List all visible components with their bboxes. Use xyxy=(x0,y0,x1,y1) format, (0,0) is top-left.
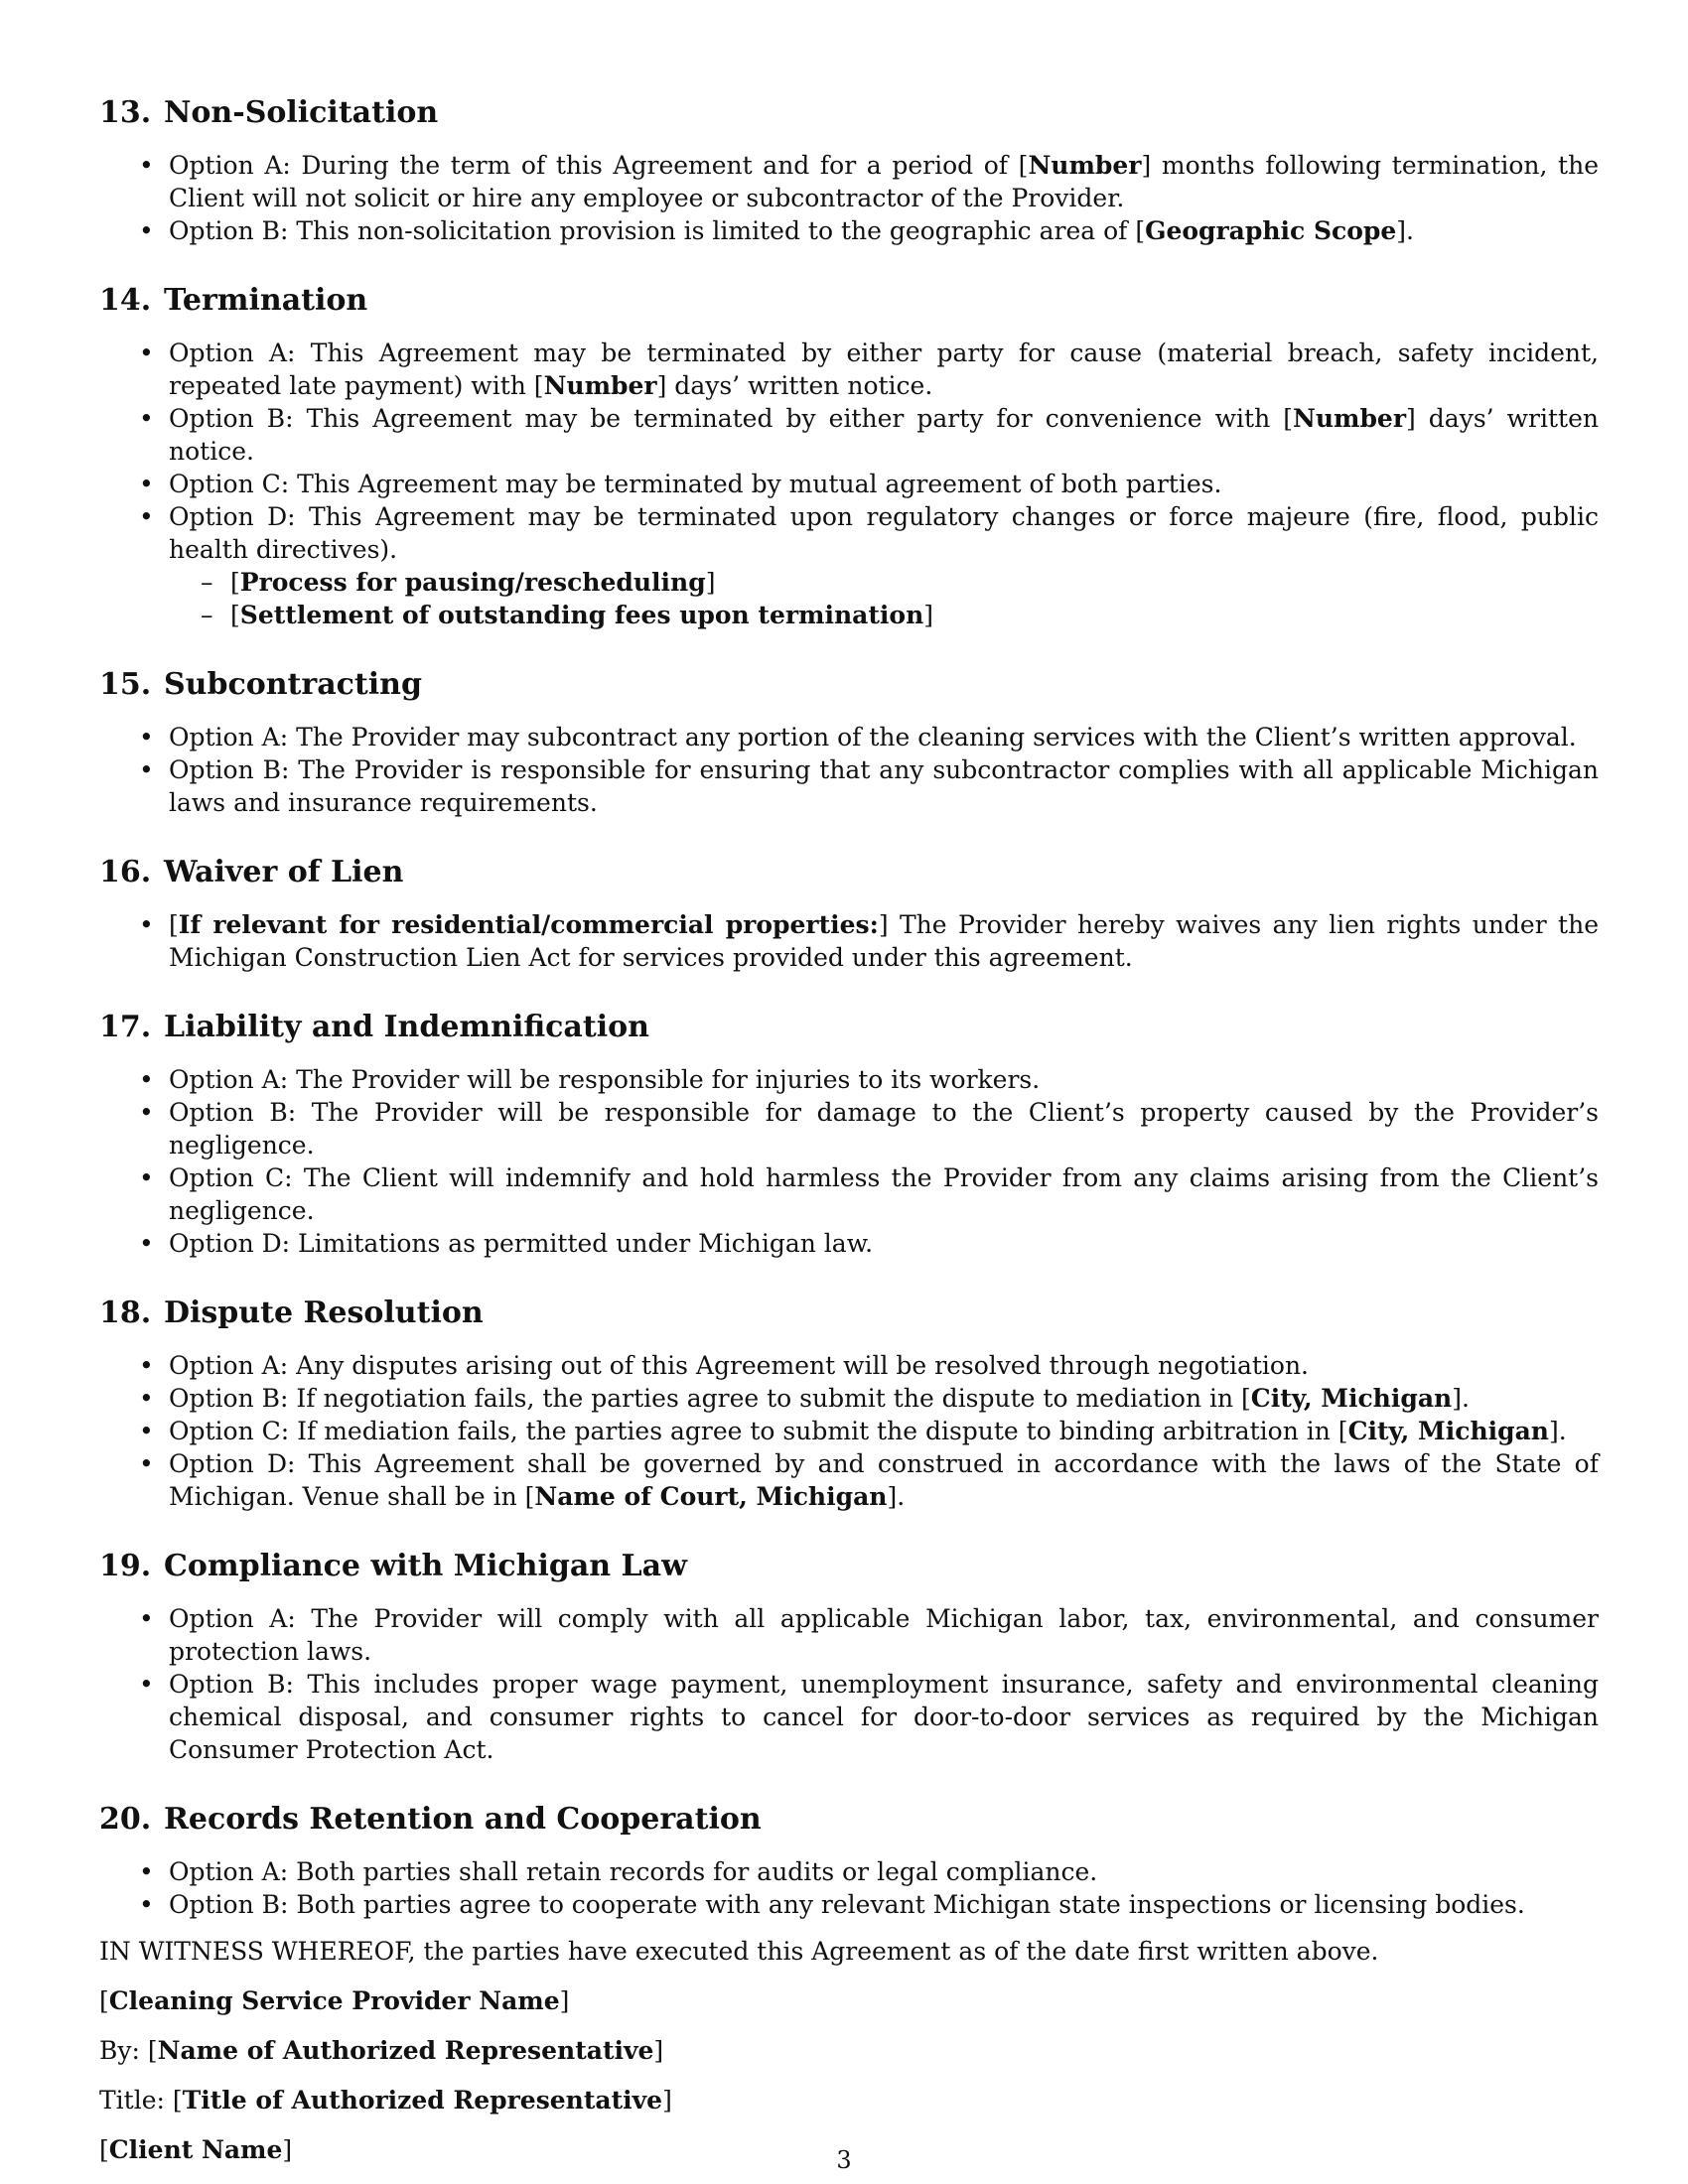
list-item xyxy=(169,500,1599,631)
placeholder-text: Name of Court, Michigan xyxy=(534,1482,888,1511)
option-list xyxy=(99,1855,1599,1921)
representative-title-placeholder: Title of Authorized Representative xyxy=(182,2086,663,2115)
item-text: ]. xyxy=(887,1482,906,1511)
item-text: ] days’ written notice. xyxy=(169,404,1599,466)
section-heading xyxy=(99,855,1599,890)
list-item xyxy=(169,1227,1599,1260)
provider-name-placeholder: Cleaning Service Provider Name xyxy=(108,1986,560,2015)
item-text: Option A: This Agreement may be terminated by either party for cause (material breach, safety incident, repeated late payment) with [ xyxy=(169,339,1599,400)
section-heading xyxy=(99,283,1599,319)
item-text: ] days’ written notice. xyxy=(656,371,933,400)
section-liability-indemnification xyxy=(99,1010,1599,1260)
section-records-retention xyxy=(99,1802,1599,1921)
item-text: Option B: If negotiation fails, the parties agree to submit the dispute to mediation in [ xyxy=(169,1384,1251,1413)
list-item xyxy=(169,337,1599,402)
list-item xyxy=(169,214,1599,247)
placeholder-text: Number xyxy=(543,371,657,400)
item-text: ] xyxy=(923,601,934,629)
by-line: By: [Name of Authorized Representative] xyxy=(99,2036,664,2065)
section-compliance-michigan-law xyxy=(99,1549,1599,1766)
list-item xyxy=(169,468,1599,500)
list-item xyxy=(169,402,1599,468)
placeholder-text: City, Michigan xyxy=(1250,1384,1453,1413)
section-title: Waiver of Lien xyxy=(164,855,404,889)
list-item xyxy=(169,1349,1599,1382)
item-text: [ xyxy=(169,910,179,939)
item-text: Option B: This includes proper wage payment, unemployment insurance, safety and environmental cleaning chemical disposal, and consumer rights to cancel for door-to-door services as required by the Michigan Consumer Protection Act. xyxy=(169,1670,1599,1764)
item-text: Option B: Both parties agree to cooperate with any relevant Michigan state inspections or licensing bodies. xyxy=(169,1890,1525,1919)
item-text: Option A: The Provider will comply with all applicable Michigan labor, tax, environmental, and consumer protection laws. xyxy=(169,1604,1599,1666)
option-list xyxy=(99,1602,1599,1766)
item-text: ]. xyxy=(1396,216,1414,245)
section-title: Non-Solicitation xyxy=(164,95,439,130)
list-item xyxy=(169,721,1599,753)
item-text: [ xyxy=(230,601,240,629)
item-text: Option A: Any disputes arising out of this Agreement will be resolved through negotiation. xyxy=(169,1351,1309,1380)
option-list xyxy=(99,337,1599,631)
item-text: ]. xyxy=(1548,1417,1567,1445)
list-item xyxy=(169,1888,1599,1921)
item-text: Option A: The Provider will be responsible for injuries to its workers. xyxy=(169,1065,1041,1094)
section-title: Dispute Resolution xyxy=(164,1296,484,1330)
section-title: Compliance with Michigan Law xyxy=(164,1549,687,1583)
sub-list-item xyxy=(230,566,1599,599)
item-text: Option C: If mediation fails, the parties agree to submit the dispute to binding arbitration in [ xyxy=(169,1417,1348,1445)
item-text: Option A: The Provider may subcontract any portion of the cleaning services with the Client’s written approval. xyxy=(169,723,1577,751)
item-text: [ xyxy=(230,568,240,597)
item-text: Option B: This non-solicitation provision is limited to the geographic area of [ xyxy=(169,216,1146,245)
section-number: 18. xyxy=(99,1296,152,1330)
list-item xyxy=(169,1415,1599,1447)
section-title: Records Retention and Cooperation xyxy=(164,1802,762,1837)
section-heading xyxy=(99,1296,1599,1331)
item-text: Option A: During the term of this Agreement and for a period of [ xyxy=(169,151,1029,180)
section-heading xyxy=(99,1549,1599,1584)
section-subcontracting xyxy=(99,667,1599,819)
placeholder-text: Geographic Scope xyxy=(1145,216,1397,245)
section-number: 20. xyxy=(99,1802,152,1837)
list-item xyxy=(169,1161,1599,1227)
document-page xyxy=(99,95,1599,2183)
sub-list xyxy=(169,566,1599,631)
item-text: Option B: The Provider is responsible for ensuring that any subcontractor complies with all applicable Michigan laws and insurance requirements. xyxy=(169,755,1599,817)
option-list xyxy=(99,149,1599,247)
option-list xyxy=(99,1349,1599,1513)
list-item xyxy=(169,149,1599,214)
section-number: 16. xyxy=(99,855,152,889)
item-text: Option C: This Agreement may be terminated by mutual agreement of both parties. xyxy=(169,470,1222,498)
placeholder-text: Settlement of outstanding fees upon termination xyxy=(239,601,924,629)
list-item xyxy=(169,1447,1599,1513)
placeholder-text: Number xyxy=(1292,404,1407,433)
page-number: 3 xyxy=(836,2146,852,2174)
provider-name-line: [Cleaning Service Provider Name] xyxy=(99,1986,570,2015)
list-item xyxy=(169,908,1599,974)
section-heading xyxy=(99,1802,1599,1838)
section-number: 17. xyxy=(99,1010,152,1044)
section-heading xyxy=(99,95,1599,131)
option-list xyxy=(99,721,1599,819)
item-text: Option A: Both parties shall retain records for audits or legal compliance. xyxy=(169,1857,1098,1886)
placeholder-text: Process for pausing/rescheduling xyxy=(239,568,706,597)
section-title: Termination xyxy=(164,283,368,318)
section-waiver-of-lien xyxy=(99,855,1599,974)
client-name-line: [Client Name] xyxy=(99,2135,293,2164)
item-text: ] months following termination, the Client will not solicit or hire any employee or subcontractor of the Provider. xyxy=(169,151,1599,212)
list-item xyxy=(169,1063,1599,1096)
item-text: ] The Provider hereby waives any lien rights under the Michigan Construction Lien Act for services provided under this agreement. xyxy=(169,910,1599,972)
item-text: Option C: The Client will indemnify and hold harmless the Provider from any claims arising from the Client’s negligence. xyxy=(169,1163,1599,1225)
by-label: By: xyxy=(99,2036,140,2065)
list-item xyxy=(169,1668,1599,1766)
section-heading xyxy=(99,667,1599,703)
item-text: Option D: Limitations as permitted under Michigan law. xyxy=(169,1229,874,1258)
signature-block xyxy=(99,1935,1599,2166)
item-text: Option B: This Agreement may be terminated by either party for convenience with [ xyxy=(169,404,1293,433)
option-list xyxy=(99,908,1599,974)
section-title: Liability and Indemnification xyxy=(164,1010,649,1044)
list-item xyxy=(169,1382,1599,1415)
section-non-solicitation xyxy=(99,95,1599,247)
item-text: Option B: The Provider will be responsible for damage to the Client’s property caused by the Provider’s negligence. xyxy=(169,1098,1599,1160)
item-text: ]. xyxy=(1452,1384,1470,1413)
list-item xyxy=(169,1096,1599,1161)
item-text: ] xyxy=(705,568,716,597)
title-label: Title: xyxy=(99,2086,165,2115)
sub-list-item xyxy=(230,599,1599,631)
section-dispute-resolution xyxy=(99,1296,1599,1513)
client-name-placeholder: Client Name xyxy=(108,2135,283,2164)
section-number: 13. xyxy=(99,95,152,130)
placeholder-text: Number xyxy=(1028,151,1142,180)
item-text: Option D: This Agreement may be terminated upon regulatory changes or force majeure (fire, flood, public health directives). xyxy=(169,502,1599,564)
placeholder-text: City, Michigan xyxy=(1347,1417,1549,1445)
title-line: Title: [Title of Authorized Representative] xyxy=(99,2086,672,2115)
item-text: Option D: This Agreement shall be governed by and construed in accordance with the laws of the State of Michigan. Venue shall be in [ xyxy=(169,1449,1599,1511)
section-number: 14. xyxy=(99,283,152,318)
placeholder-text: If relevant for residential/commercial properties: xyxy=(178,910,879,939)
list-item xyxy=(169,1602,1599,1668)
option-list xyxy=(99,1063,1599,1260)
section-heading xyxy=(99,1010,1599,1045)
section-number: 15. xyxy=(99,667,152,702)
section-number: 19. xyxy=(99,1549,152,1583)
witness-statement: IN WITNESS WHEREOF, the parties have executed this Agreement as of the date first written above. xyxy=(99,1937,1379,1966)
section-termination xyxy=(99,283,1599,631)
section-title: Subcontracting xyxy=(164,667,422,702)
list-item xyxy=(169,753,1599,819)
list-item xyxy=(169,1855,1599,1888)
representative-name-placeholder: Name of Authorized Representative xyxy=(157,2036,654,2065)
